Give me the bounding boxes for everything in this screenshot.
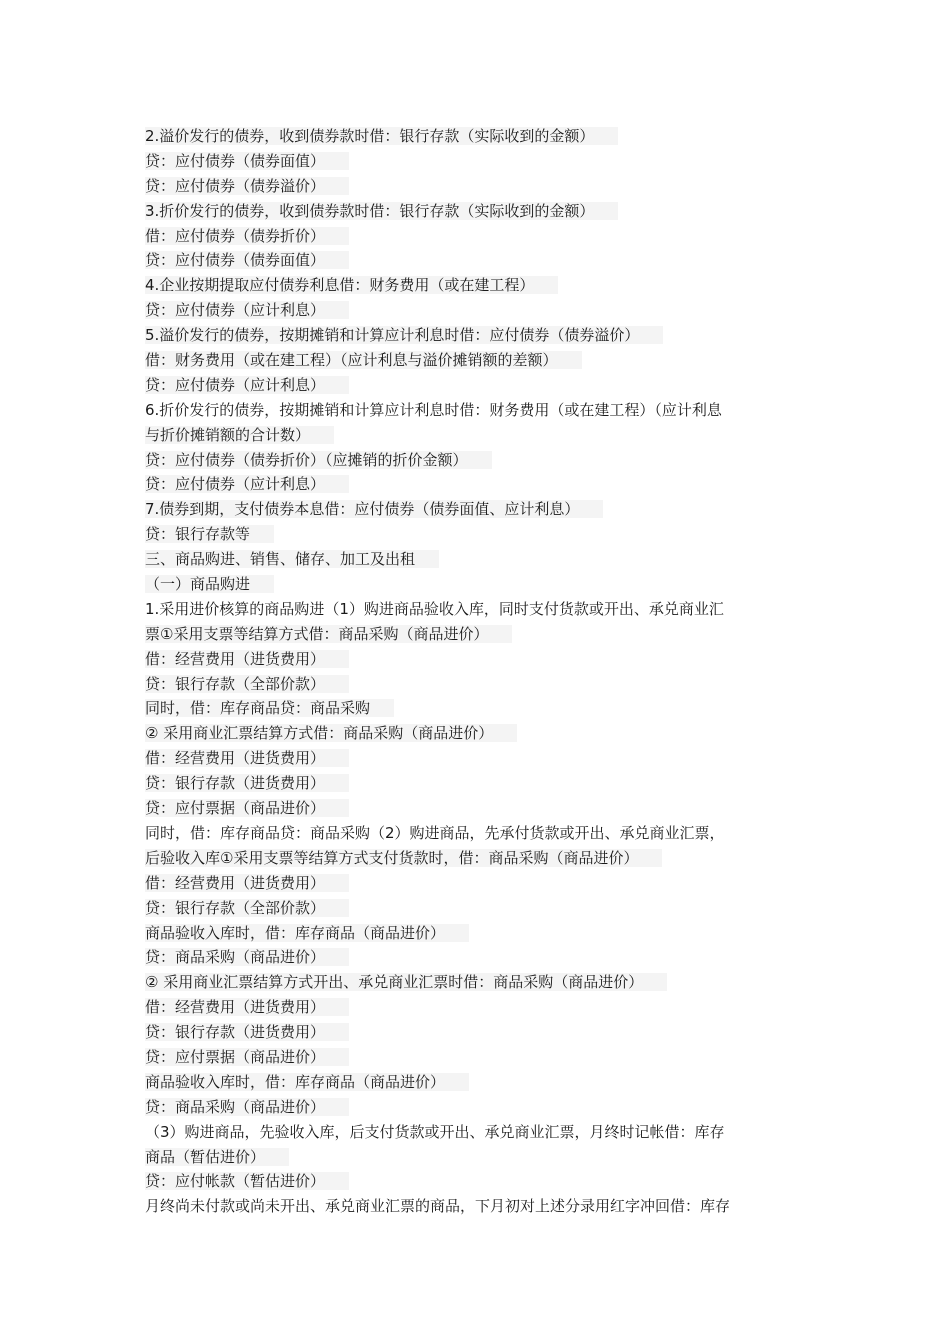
text-line: 贷：应付债券（债券折价）（应摊销的折价金额）: [145, 448, 810, 473]
text-line: 贷：银行存款（进货费用）: [145, 771, 810, 796]
text-line: 票①采用支票等结算方式借：商品采购（商品进价）: [145, 622, 810, 647]
text-line: 同时，借：库存商品贷：商品采购: [145, 696, 810, 721]
text-line: 同时，借：库存商品贷：商品采购（2）购进商品，先承付货款或开出、承兑商业汇票，: [145, 823, 725, 842]
text-line: 借：经营费用（进货费用）: [145, 746, 810, 771]
text-line: 6.折价发行的债券，按期摊销和计算应计利息时借：财务费用（或在建工程）（应计利息: [145, 400, 722, 419]
text-line: 借：财务费用（或在建工程）（应计利息与溢价摊销额的差额）: [145, 348, 810, 373]
text-line: 1.采用进价核算的商品购进（1）购进商品验收入库，同时支付货款或开出、承兑商业汇: [145, 599, 724, 618]
text-line: 贷：商品采购（商品进价）: [145, 1095, 810, 1120]
text-line: 借：经营费用（进货费用）: [145, 995, 810, 1020]
text-line: 后验收入库①采用支票等结算方式支付货款时，借：商品采购（商品进价）: [145, 846, 810, 871]
text-line: 贷：应付票据（商品进价）: [145, 796, 810, 821]
text-line: 贷：银行存款（全部价款）: [145, 672, 810, 697]
text-line: 贷：应付债券（应计利息）: [145, 472, 810, 497]
text-line: 4.企业按期提取应付债券利息借：财务费用（或在建工程）: [145, 273, 810, 298]
text-line: 5.溢价发行的债券，按期摊销和计算应计利息时借：应付债券（债券溢价）: [145, 323, 810, 348]
text-line: 贷：应付票据（商品进价）: [145, 1045, 810, 1070]
text-line: 贷：银行存款（进货费用）: [145, 1020, 810, 1045]
text-line: （3）购进商品，先验收入库，后支付货款或开出、承兑商业汇票，月终时记帐借：库存: [145, 1122, 725, 1141]
section-heading: 三、商品购进、销售、储存、加工及出租: [145, 547, 810, 572]
text-line: 3.折价发行的债券，收到债券款时借：银行存款（实际收到的金额）: [145, 199, 810, 224]
text-line: 商品（暂估进价）: [145, 1145, 810, 1170]
text-line: 贷：应付债券（债券溢价）: [145, 174, 810, 199]
text-line: 商品验收入库时，借：库存商品（商品进价）: [145, 921, 810, 946]
text-line: ② 采用商业汇票结算方式开出、承兑商业汇票时借：商品采购（商品进价）: [145, 970, 810, 995]
text-line: 贷：商品采购（商品进价）: [145, 945, 810, 970]
text-line: 2.溢价发行的债券，收到债券款时借：银行存款（实际收到的金额）: [145, 124, 810, 149]
text-line: 7.债券到期，支付债券本息借：应付债券（债券面值、应计利息）: [145, 497, 810, 522]
text-line: 贷：应付债券（债券面值）: [145, 149, 810, 174]
text-line: 贷：应付债券（应计利息）: [145, 298, 810, 323]
text-line: 月终尚未付款或尚未开出、承兑商业汇票的商品，下月初对上述分录用红字冲回借：库存: [145, 1197, 731, 1216]
text-line: 与折价摊销额的合计数）: [145, 423, 810, 448]
text-line: 贷：应付债券（应计利息）: [145, 373, 810, 398]
text-line: 贷：银行存款（全部价款）: [145, 896, 810, 921]
text-line: 贷：银行存款等: [145, 522, 810, 547]
text-line: ② 采用商业汇票结算方式借：商品采购（商品进价）: [145, 721, 810, 746]
text-line: 贷：应付帐款（暂估进价）: [145, 1169, 810, 1194]
text-line: 借：经营费用（进货费用）: [145, 647, 810, 672]
text-line: 借：应付债券（债券折价）: [145, 224, 810, 249]
subsection-heading: （一）商品购进: [145, 572, 810, 597]
text-line: 商品验收入库时，借：库存商品（商品进价）: [145, 1070, 810, 1095]
text-line: 贷：应付债券（债券面值）: [145, 248, 810, 273]
text-line: 借：经营费用（进货费用）: [145, 871, 810, 896]
document-body: [145, 124, 810, 1219]
